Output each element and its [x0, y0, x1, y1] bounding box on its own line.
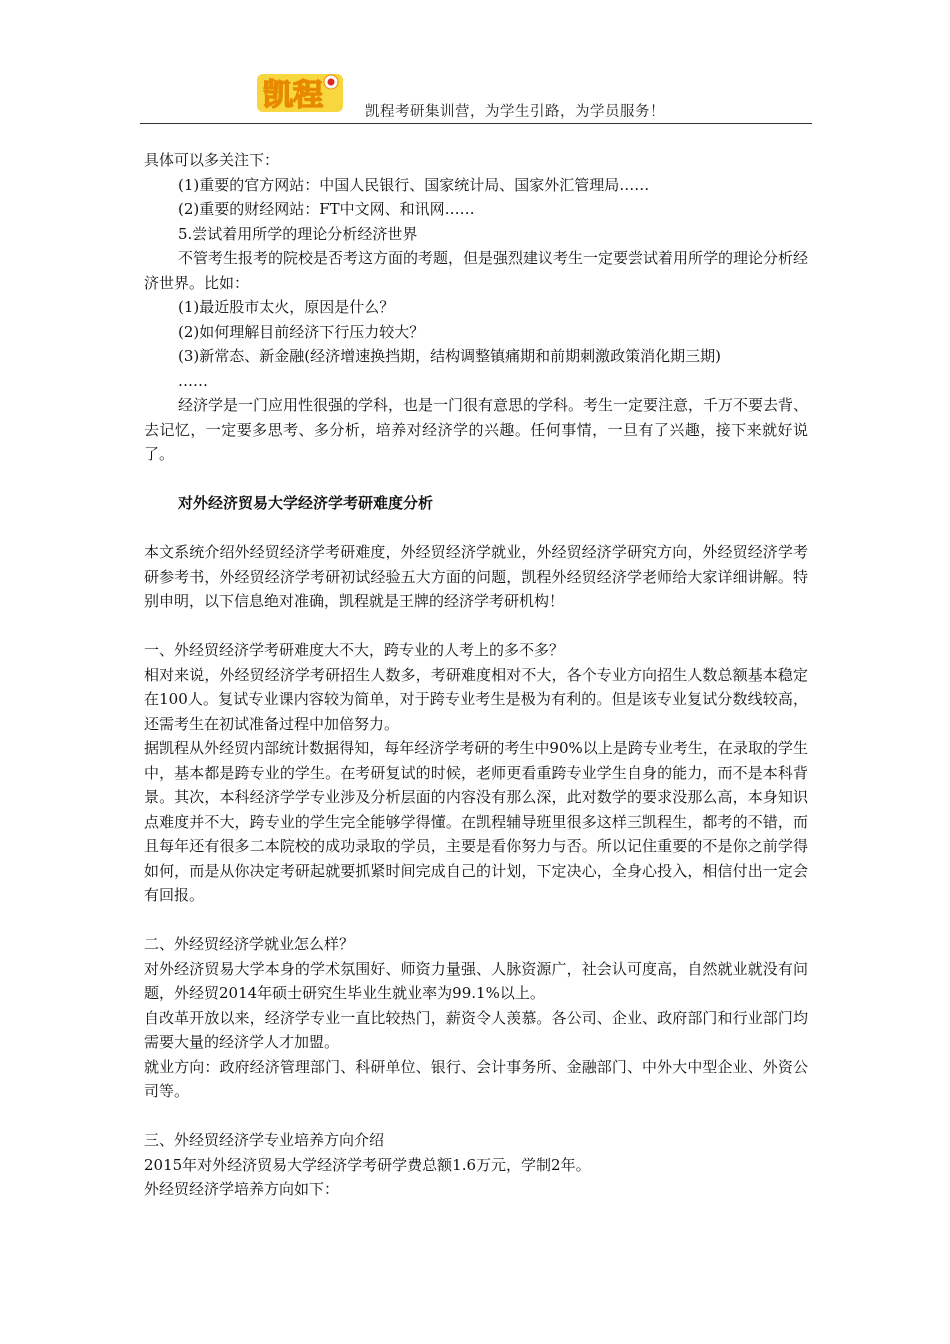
- list-item: (2)如何理解目前经济下行压力较大？: [178, 322, 425, 341]
- paragraph: 2015年对外经济贸易大学经济学考研学费总额1.6万元，学制2年。: [144, 1155, 591, 1174]
- list-item: (3)新常态、新金融(经济增速换挡期，结构调整镇痛期和前期刺激政策消化期三期): [178, 347, 721, 365]
- section-heading: 一、外经贸经济学考研难度大不大，跨专业的人考上的多不多？: [144, 641, 565, 659]
- section-heading: 三、外经贸经济学专业培养方向介绍: [144, 1131, 385, 1149]
- page-header: [140, 66, 812, 124]
- paragraph: 本文系统介绍外经贸经济学考研难度，外经贸经济学就业，外经贸经济学研究方向，外经贸经济学考研参考书，外经贸经济学考研初试经验五大方面的问题，凯程外经贸经济学老师给大家详细讲解。特别申明，以下信息绝对准确，凯程就是王牌的经济学考研机构！: [144, 543, 808, 610]
- point-heading: 5.尝试着用所学的理论分析经济世界: [178, 224, 418, 243]
- paragraph: 经济学是一门应用性很强的学科，也是一门很有意思的学科。考生一定要注意，千万不要去背、去记忆，一定要多思考、多分析，培养对经济学的兴趣。任何事情，一旦有了兴趣，接下来就好说了。: [144, 396, 809, 463]
- header-divider: [140, 123, 812, 124]
- list-item: (1)重要的官方网站：中国人民银行、国家统计局、国家外汇管理局……: [178, 175, 650, 194]
- paragraph: 相对来说，外经贸经济学考研招生人数多，考研难度相对不大，各个专业方向招生人数总额基本稳定在100人。复试专业课内容较为简单，对于跨专业考生是极为有利的。但是该专业复试分数线较高，还需考生在初试准备过程中加倍努力。: [144, 665, 808, 733]
- svg-text:凯程: 凯程: [263, 78, 323, 113]
- kaicheng-logo: [255, 68, 347, 118]
- list-item: (1)最近股市太火，原因是什么？: [178, 298, 395, 316]
- paragraph: 不管考生报考的院校是否考这方面的考题，但是强烈建议考生一定要尝试着用所学的理论分析经济世界。比如：: [144, 249, 809, 292]
- document-body: [144, 148, 808, 1202]
- header-tagline: 凯程考研集训营，为学生引路，为学员服务！: [365, 104, 665, 120]
- article-title: 对外经济贸易大学经济学考研难度分析: [178, 494, 434, 512]
- section-heading: 二、外经贸经济学就业怎么样？: [144, 935, 355, 953]
- list-item: (2)重要的财经网站：FT中文网、和讯网……: [178, 200, 475, 218]
- paragraph: 据凯程从外经贸内部统计数据得知，每年经济学考研的考生中90%以上是跨专业考生，在录取的学生中，基本都是跨专业的学生。在考研复试的时候，老师更看重跨专业学生自身的能力，而不是本科背景。其次，本科经济学学专业涉及分析层面的内容没有那么深，此对数学的要求没那么高，本身知识点难度并不大，跨专业的学生完全能够学得懂。在凯程辅导班里很多这样三凯程生，都考的不错，而且每年还有很多二本院校的成功录取的学员，主要是看你努力与否。所以记住重要的不是你之前学得如何，而是从你决定考研起就要抓紧时间完成自己的计划，下定决心，全身心投入，相信付出一定会有回报。: [144, 739, 808, 904]
- paragraph: 就业方向：政府经济管理部门、科研单位、银行、会计事务所、金融部门、中外大中型企业、外资公司等。: [144, 1057, 808, 1100]
- paragraph: 自改革开放以来，经济学专业一直比较热门，薪资令人羡慕。各公司、企业、政府部门和行业部门均需要大量的经济学人才加盟。: [144, 1008, 808, 1051]
- intro-text: 具体可以多关注下：: [144, 151, 280, 169]
- paragraph: 对外经济贸易大学本身的学术氛围好、师资力量强、人脉资源广，社会认可度高，自然就业就没有问题，外经贸2014年硕士研究生毕业生就业率为99.1%以上。: [144, 959, 808, 1002]
- paragraph: 外经贸经济学培养方向如下：: [144, 1180, 340, 1198]
- ellipsis: ……: [178, 371, 208, 390]
